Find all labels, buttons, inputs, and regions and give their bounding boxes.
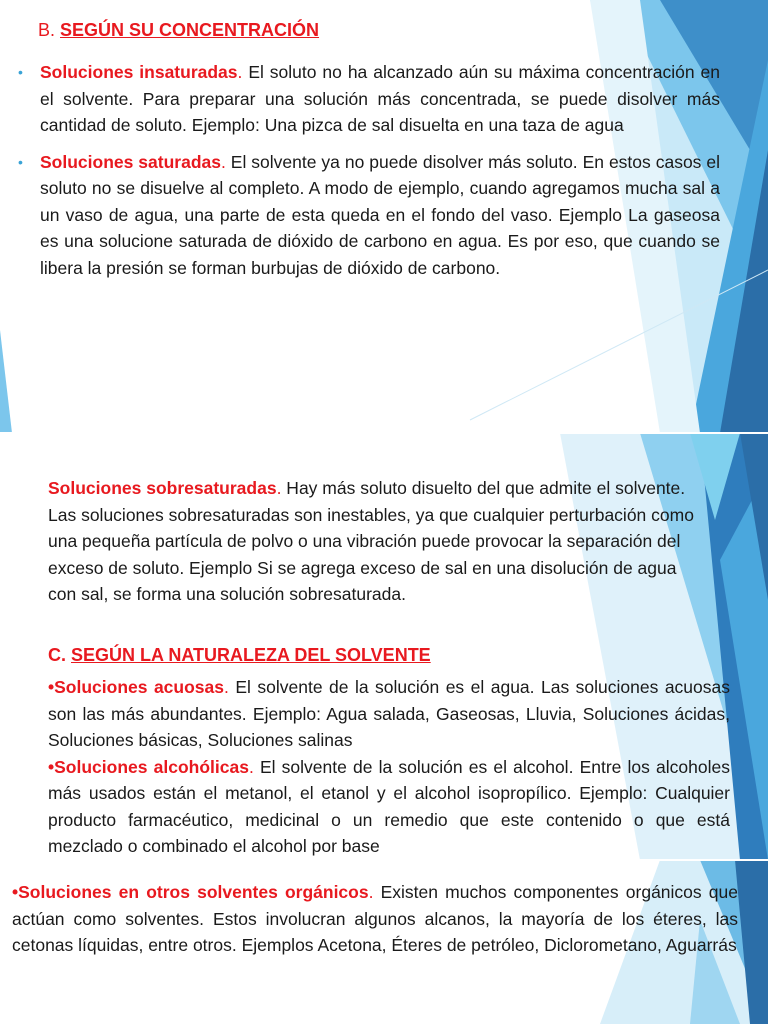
bullet-icon: • [18, 64, 23, 80]
term-suffix: . [276, 478, 282, 498]
term-suffix: . [220, 151, 226, 172]
list-item [48, 674, 730, 754]
term-suffix: . [248, 756, 254, 777]
organic-paragraph [12, 879, 738, 959]
section-c-title: SEGÚN LA NATURALEZA DEL SOLVENTE [71, 645, 431, 665]
term-alcoholicas: •Soluciones alcohólicas [48, 756, 249, 777]
section-b-title: SEGÚN SU CONCENTRACIÓN [60, 20, 320, 40]
item-text: Hay más soluto disuelto del que admite el solvente. Las soluciones sobresaturadas son inestables, ya que cualquier perturbación como una pequeña partícula de polvo o una vibración puede provocar la separación del exceso de soluto. Ejemplo Si se agrega exceso de sal en una disolución de agua con sal, se forma una solución sobresaturada. [48, 478, 694, 604]
term-suffix: . [224, 677, 229, 697]
item-text: Existen muchos componentes orgánicos que actúan como solventes. Estos involucran algunos alcanos, la mayoría de los éteres, las cetonas líquidas, entre otros. Ejemplos Acetona, Éteres de petróleo, Diclorometano, Aguarrás [12, 882, 738, 955]
section-c-heading [48, 643, 431, 667]
section-b-letter: B. [38, 20, 61, 40]
item-text: El solvente de la solución es el alcohol. Entre los alcoholes más usados están el metanol, el etanol y el alcohol isopropílico. Ejemplo: Cualquier producto farmacéutico, medicinal o un remedio que este contenido o que está mezclado o combinado el alcohol por base [48, 756, 730, 856]
term-saturadas: Soluciones saturadas [40, 151, 221, 172]
term-suffix: . [237, 62, 243, 82]
list-item [48, 754, 730, 860]
term-sobresaturadas: Soluciones sobresaturadas [48, 478, 277, 498]
term-suffix: . [368, 882, 374, 902]
term-acuosas: •Soluciones acuosas [48, 677, 224, 697]
term-organicos: •Soluciones en otros solventes orgánicos [12, 882, 369, 902]
list-item [18, 149, 720, 282]
term-insaturadas: Soluciones insaturadas [40, 62, 238, 82]
section-c-list [48, 674, 730, 860]
bullet-icon: • [18, 153, 23, 170]
supersaturated-paragraph [48, 475, 708, 608]
item-text: El soluto no ha alcanzado aún su máxima concentración en el solvente. Para preparar una solución más concentrada, se puede disolver más cantidad de soluto. Ejemplo: Una pizca de sal disuelta en una taza de agua [40, 62, 720, 135]
section-c-letter: C. [48, 645, 72, 665]
section-b-heading [38, 18, 319, 42]
item-text: El solvente de la solución es el agua. Las soluciones acuosas son las más abundantes. Ejemplo: Agua salada, Gaseosas, Lluvia, Soluciones ácidas, Soluciones básicas, Soluciones salinas [48, 677, 731, 750]
section-b-list [18, 59, 720, 281]
list-item [18, 59, 720, 139]
item-text: El solvente ya no puede disolver más soluto. En estos casos el soluto no se disuelve al completo. A modo de ejemplo, cuando agregamos mucha sal a un vaso de agua, una parte de esta queda en el fondo del vaso. Ejemplo La gaseosa es una solucione saturada de dióxido de carbono en agua. Es por eso, que cuando se libera la presión se forman burbujas de dióxido de carbono. [40, 151, 720, 278]
